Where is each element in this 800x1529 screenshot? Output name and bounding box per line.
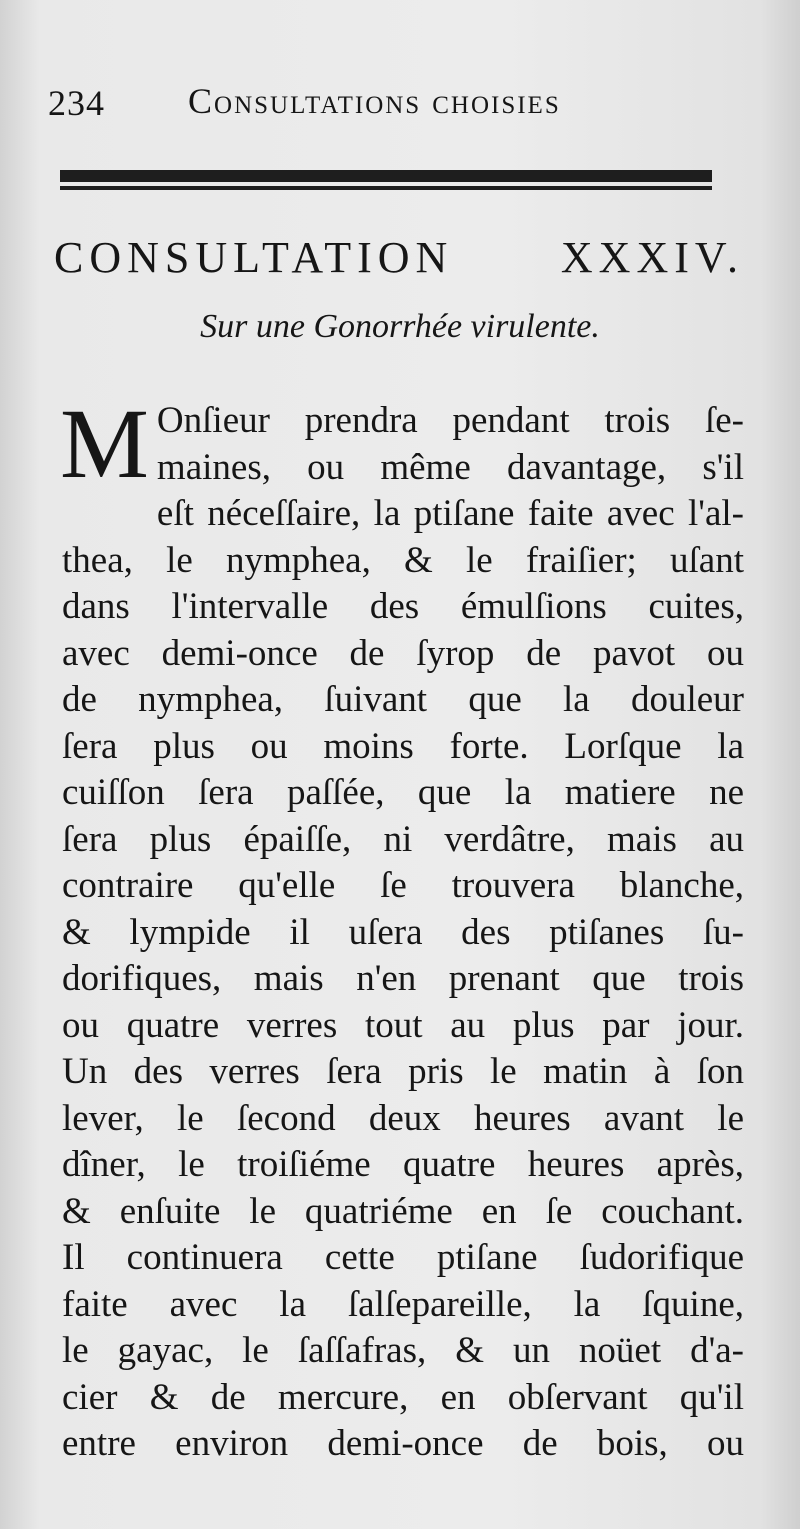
text-line: Un des verres ſera pris le matin à ſon xyxy=(62,1051,744,1092)
rule-thin-line xyxy=(60,186,712,190)
body-text xyxy=(60,388,744,1468)
header-double-rule xyxy=(60,170,712,192)
section-heading: CONSULTATION XXXIV. xyxy=(54,233,744,282)
text-line: ſera plus ou moins forte. Lorſque la xyxy=(62,725,744,767)
text-line: ou quatre verres tout au plus par jour. xyxy=(62,1004,744,1046)
text-line: contraire qu'elle ſe trouvera blanche, xyxy=(62,865,744,906)
text-line: & lympide il uſera des ptiſanes ſu- xyxy=(62,911,744,953)
drop-cap: M xyxy=(60,388,149,499)
text-line: avec demi-once de ſyrop de pavot ou xyxy=(62,632,744,674)
text-line: & enſuite le quatriéme en ſe couchant. xyxy=(62,1190,744,1232)
text-line: Il continuera cette ptiſane ſudorifique xyxy=(62,1237,744,1278)
text-line: le gayac, le ſaſſafras, & un noüet d'a- xyxy=(62,1330,744,1371)
running-title: Consultations choisies xyxy=(188,81,561,121)
text-line: ſera plus épaiſſe, ni verdâtre, mais au xyxy=(62,818,744,860)
text-line: dorifiques, mais n'en prenant que trois xyxy=(62,958,744,999)
text-line: thea, le nymphea, & le fraiſier; uſant xyxy=(62,539,744,581)
text-line: maines, ou même davantage, s'il xyxy=(156,446,744,488)
section-subtitle: Sur une Gonorrhée virulente. xyxy=(200,308,600,345)
text-line: eſt néceſſaire, la ptiſane faite avec l'al- xyxy=(156,493,744,534)
text-line: cuiſſon ſera paſſée, que la matiere ne xyxy=(62,772,744,813)
page-number: 234 xyxy=(48,83,105,123)
text-line: lever, le ſecond deux heures avant le xyxy=(62,1097,744,1139)
text-line: entre environ demi-once de bois, ou xyxy=(62,1423,744,1464)
text-lines xyxy=(60,388,744,1468)
running-head xyxy=(48,76,648,124)
text-line: faite avec la ſalſepareille, la ſquine, xyxy=(62,1283,744,1325)
text-line: Onſieur prendra pendant trois ſe- xyxy=(156,400,744,441)
rule-thick-line xyxy=(60,170,712,182)
text-line: de nymphea, ſuivant que la douleur xyxy=(62,679,744,720)
text-line: dîner, le troiſiéme quatre heures après, xyxy=(62,1144,744,1185)
text-line: cier & de mercure, en obſervant qu'il xyxy=(62,1376,744,1418)
text-line: dans l'intervalle des émulſions cuites, xyxy=(62,586,744,627)
